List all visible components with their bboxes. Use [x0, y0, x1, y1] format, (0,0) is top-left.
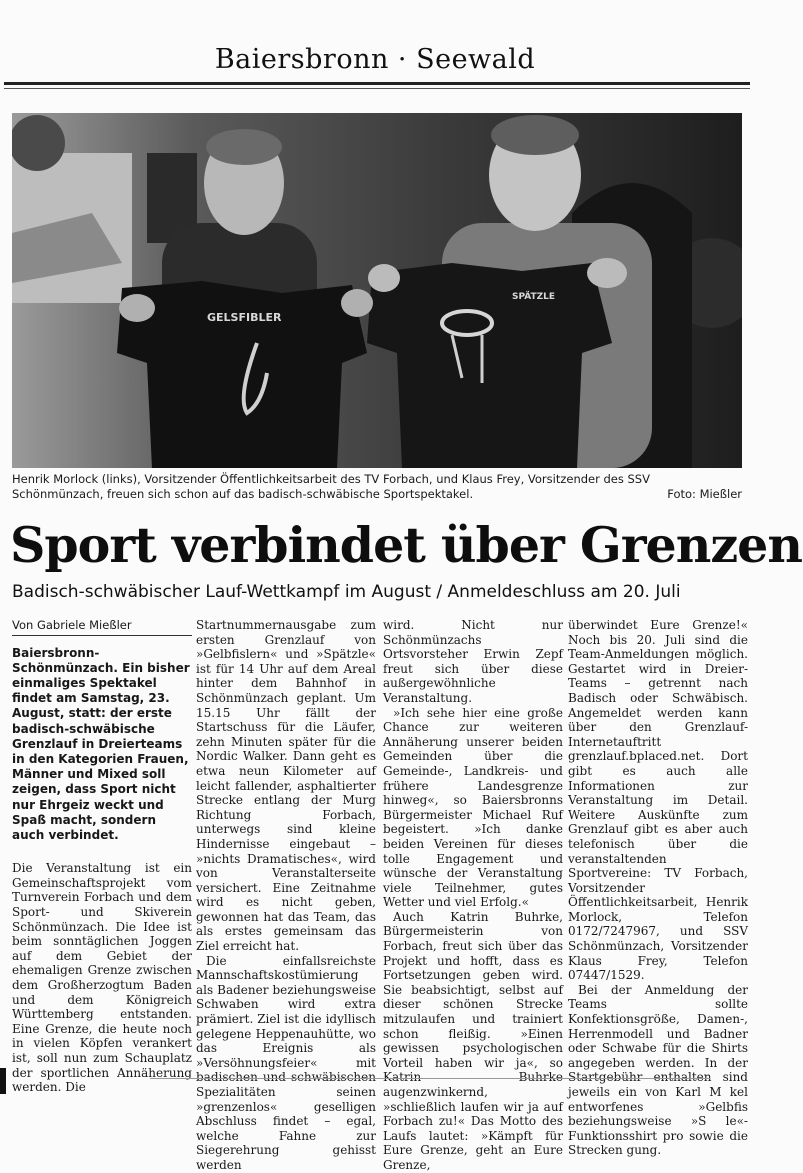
header-rule-thin: [4, 88, 750, 89]
photo-caption: [12, 472, 742, 502]
shirt-right-label: SPÄTZLE: [512, 292, 556, 302]
body-paragraph: überwindet Eure Grenze!« Noch bis 20. Juli sind die Team-Anmeldungen möglich. Gestartet wird in Dreier-Teams – getrennt nach Badisch oder Schwäbisch. Angemeldet werden kann über den Grenzlauf-Internetauftritt grenzlauf.bplaced.net. Dort gibt es auch alle Informationen zur Veranstaltung im Detail. Weitere Auskünfte zum Grenzlauf gibt es aber auch telefonisch über die veranstaltenden Sportvereine: TV Forbach, Vorsitzender Öffentlichkeitsarbeit, Henrik Morlock, Telefon 0172/7247967, und SSV Schönmünzach, Vorsitzender Klaus Frey, Telefon 07447/1529.: [568, 618, 748, 983]
article-subheadline: Badisch-schwäbischer Lauf-Wettkampf im August / Anmeldeschluss am 20. Juli: [12, 582, 681, 602]
article-column-1: [12, 618, 192, 1095]
shirt-left-label: GELSFIBLER: [207, 311, 282, 324]
body-paragraph: wird. Nicht nur Schönmünzachs Ortsvorsteher Erwin Zepf freut sich über diese außergewöhnliche Veranstaltung.: [383, 618, 563, 705]
article-column-4: [568, 618, 748, 1158]
body-paragraph: »Ich sehe hier eine große Chance zur weiteren Annäherung unserer beiden Gemeinden über die Gemeinde-, Landkreis- und frühere Landesgrenze hinweg«, so Baiersbronns Bürgermeister Michael Ruf begeistert. »Ich danke beiden Vereinen für dieses tolle Engagement und wünsche der Veranstaltung viele Teilnehmer, gutes Wetter und viel Erfolg.«: [383, 705, 563, 910]
body-paragraph: Die Veranstaltung ist ein Gemeinschaftsprojekt vom Turnverein Forbach und dem Sport- und Skiverein Schönmünzach. Die Idee ist beim sonntäglichen Joggen auf dem Gebiet der ehemaligen Grenze zwischen dem Großherzogtum Baden und dem Königreich Württemberg entstanden. Eine Grenze, die heute noch in vielen Köpfen verankert ist, soll nun zum Schauplatz der sportlichen Annäherung werden. Die: [12, 861, 192, 1095]
article-column-2: [196, 618, 376, 1173]
body-paragraph: Auch Katrin Buhrke, Bürgermeisterin von Forbach, freut sich über das Projekt und hofft, dass es Fortsetzungen geben wird. Sie beabsichtigt, selbst auf dieser schönen Strecke mitzulaufen und trainiert schon fleißig. »Einen gewissen psychologischen Vorteil haben wir ja«, so Katrin Buhrke augenzwinkernd, »schließlich laufen wir ja auf Forbach zu!« Das Motto des Laufs lautet: »Kämpft für Eure Grenze, geht an Eure Grenze,: [383, 909, 563, 1172]
article-photo: [12, 113, 742, 468]
bottom-rule: [150, 1078, 710, 1079]
article-column-3: [383, 618, 563, 1173]
body-paragraph: Die einfallsreichste Mannschaftskostümierung als Badener beziehungsweise Schwaben wird extra prämiert. Ziel ist die idyllisch gelegene Heppenauhütte, wo das Ereignis als »Versöhnungsfeier« mit badischen und schwäbischen Spezialitäten seinen »grenzenlos« geselligen Abschluss findet – egal, welche Fahne zur Siegerehrung gehisst werden: [196, 953, 376, 1172]
lead-paragraph: Baiersbronn-Schönmünzach. Ein bisher einmaliges Spektakel findet am Samstag, 23. August, statt: der erste badisch-schwäbische Grenzlauf in Dreierteams in den Kategorien Frauen, Männer und Mixed soll zeigen, dass Sport nicht nur Ehrgeiz weckt und Spaß macht, sondern auch verbindet.: [12, 645, 190, 843]
body-paragraph: Bei der Anmeldung der Teams sollte Konfektionsgröße, Damen-, Herrenmodell und Badner oder Schwabe für die Shirts angegeben werden. In der Startgebühr enthalten sind jeweils ein von Karl M kel entworfenes »Gelbfis beziehungsweise »S le«-Funktionsshirt pro sowie die Strecken gung.: [568, 982, 748, 1158]
section-title: Baiersbronn · Seewald: [214, 44, 536, 75]
body-paragraph: Startnummernausgabe zum ersten Grenzlauf von »Gelbfislern« und »Spätzle« ist für 14 Uhr auf dem Areal hinter dem Bahnhof in Schönmünzach geplant. Um 15.15 Uhr fällt der Startschuss für die Läufer, zehn Minuten später für die Nordic Walker. Dann geht es etwa neun Kilometer auf leicht fallender, asphaltierter Strecke entlang der Murg Richtung Forbach, unterwegs sind kleine Hindernisse eingebaut – »nichts Dramatisches«, wird von Veranstalterseite versichert. Eine Zeitnahme wird es nicht geben, gewonnen hat das Team, das als erstes gemeinsam das Ziel erreicht hat.: [196, 618, 376, 954]
caption-text: Henrik Morlock (links), Vorsitzender Öffentlichkeitsarbeit des TV Forbach, und Klaus Frey, Vorsitzender des SSV Schönmünzach, freuen sich schon auf das badisch-schwäbische Sportspektakel.: [12, 472, 650, 501]
byline: Von Gabriele Mießler: [12, 618, 192, 636]
header-rule: [4, 82, 750, 85]
photo-credit: Foto: Mießler: [667, 487, 742, 501]
article-headline: Sport verbindet über Grenzen: [10, 516, 802, 574]
scan-edge-mark: [0, 1068, 6, 1094]
